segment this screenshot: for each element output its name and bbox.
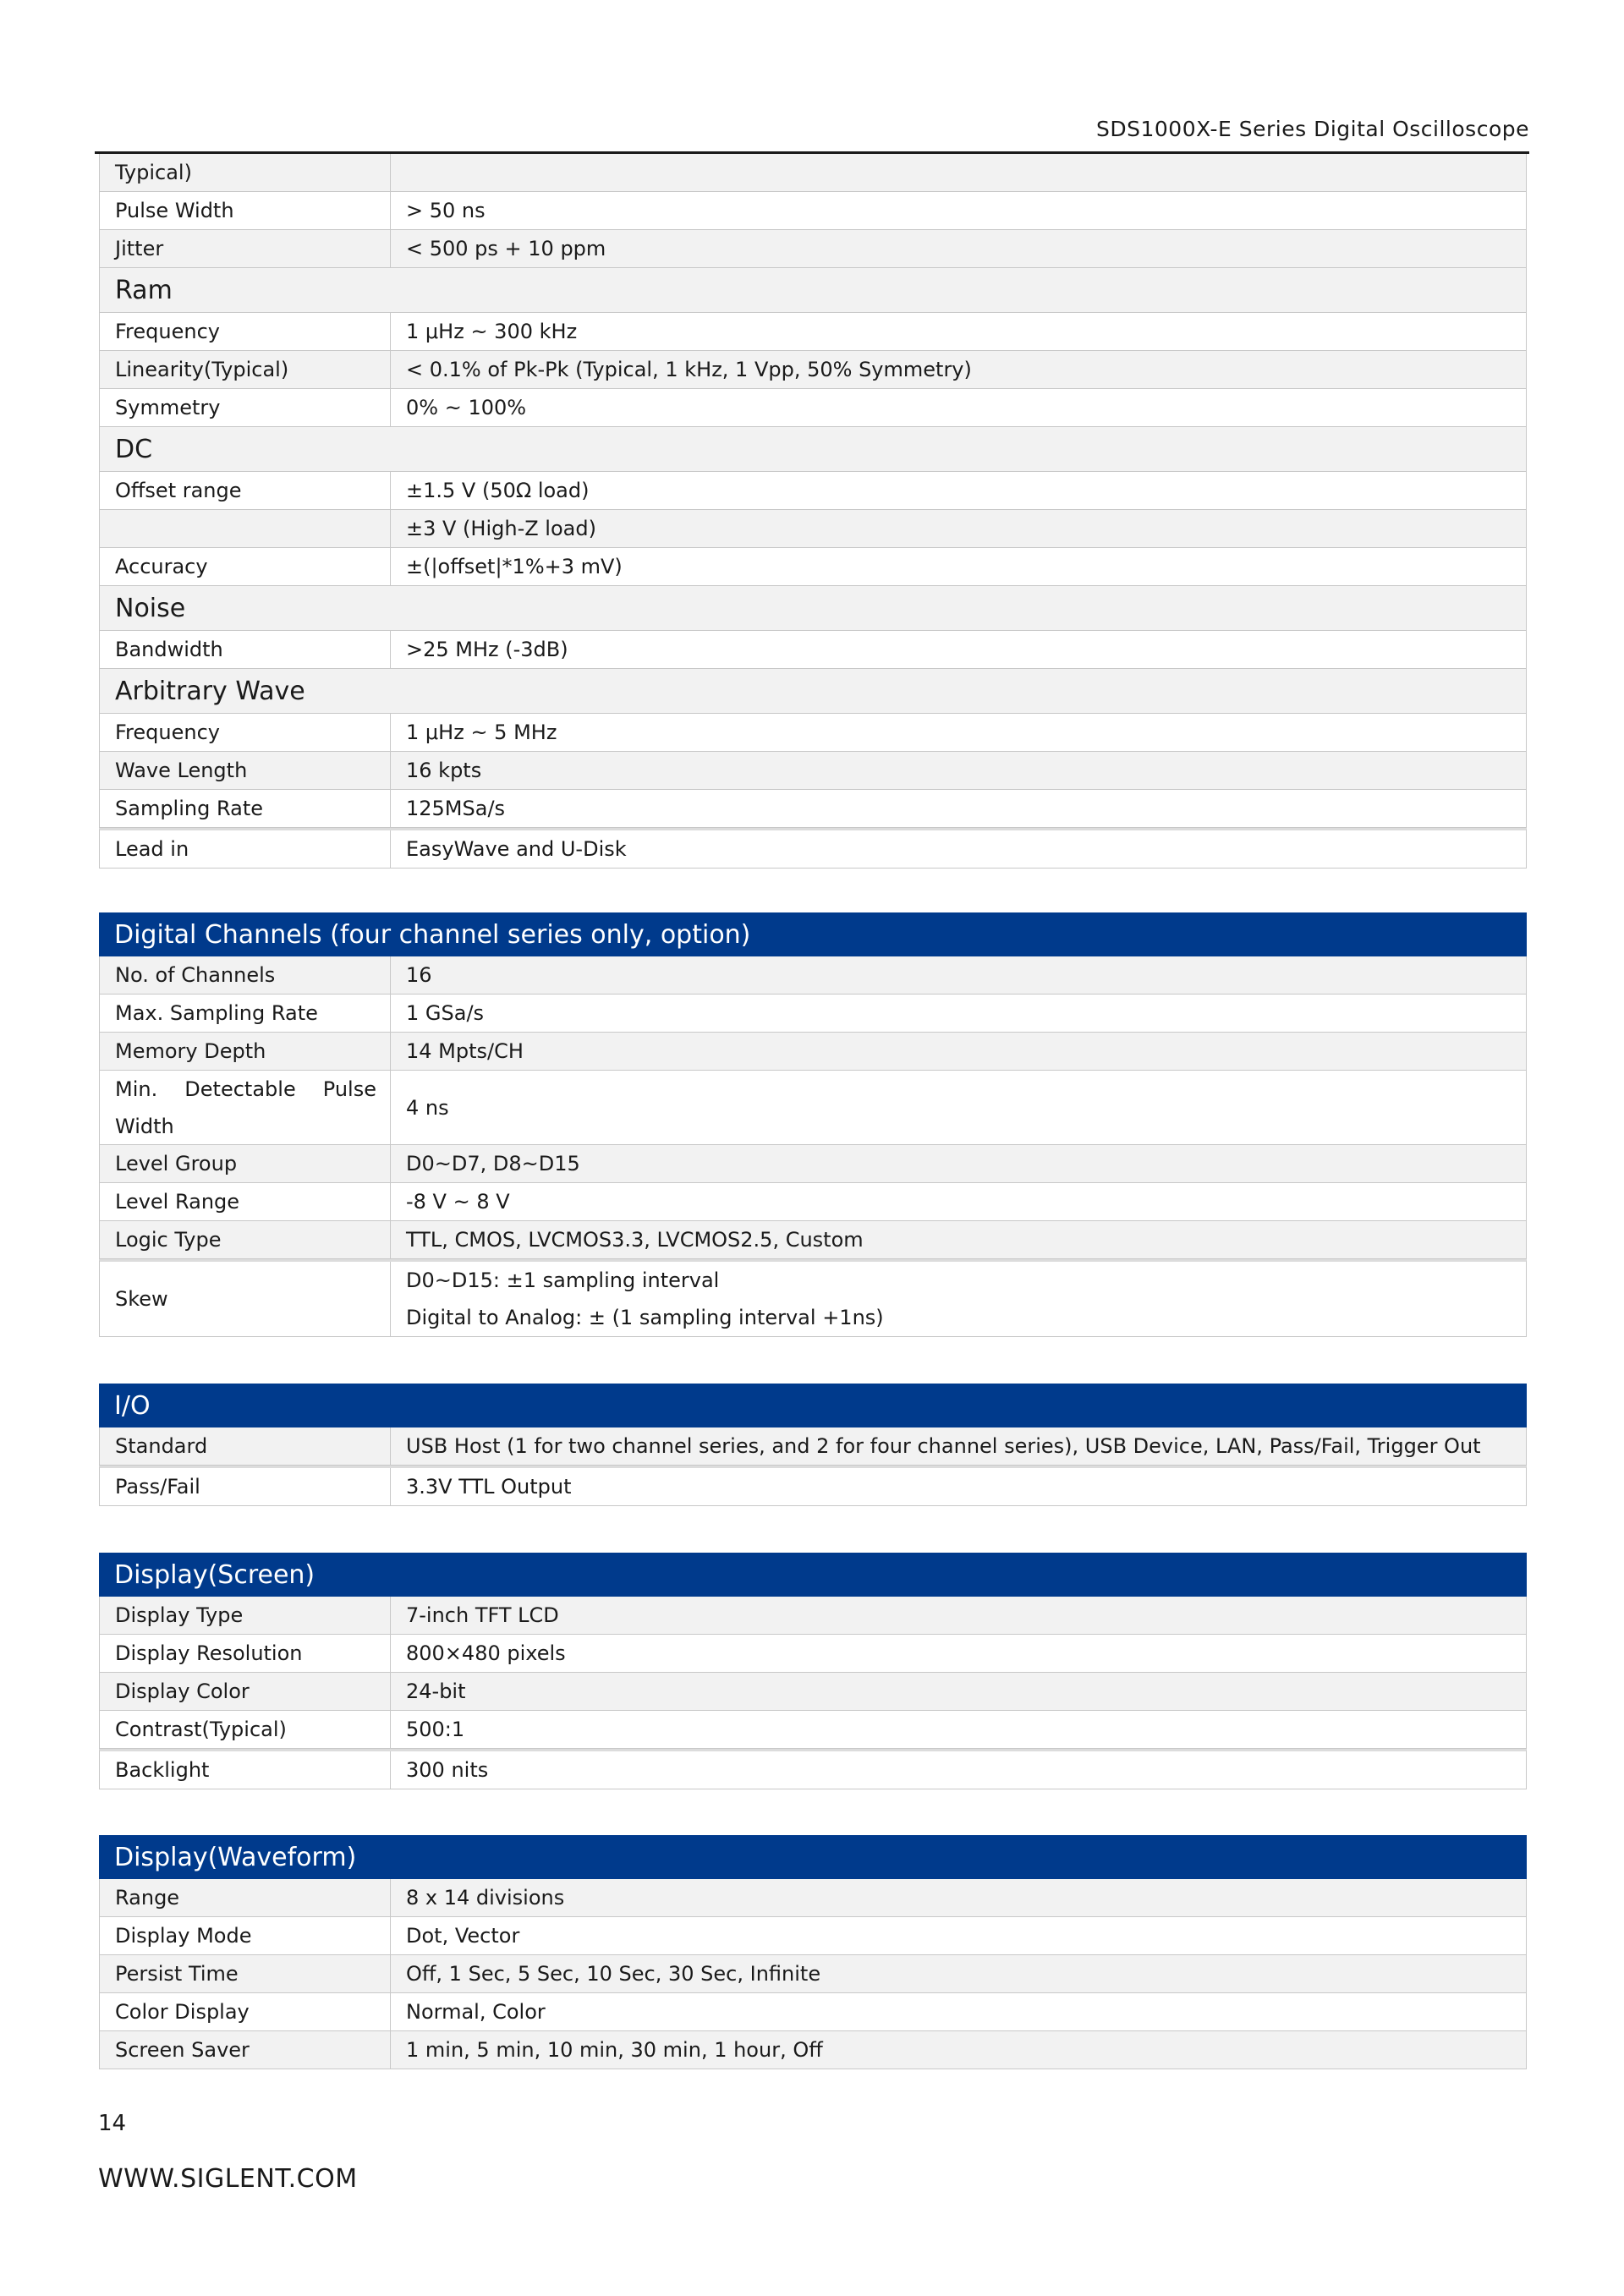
row-value: >25 MHz (-3dB) xyxy=(406,638,568,661)
row-value: 16 xyxy=(406,963,432,987)
row-label xyxy=(100,510,391,547)
row-value: EasyWave and U-Disk xyxy=(406,837,627,861)
row-value: > 50 ns xyxy=(406,199,486,222)
row-value xyxy=(391,1262,1526,1336)
section-title-digital-channels: Digital Channels (four channel series only, option) xyxy=(99,912,1527,956)
row-label: Screen Saver xyxy=(100,2031,391,2069)
row-value: 800×480 pixels xyxy=(406,1641,566,1665)
table-row xyxy=(99,472,1527,510)
row-label: Display Type xyxy=(100,1597,391,1634)
row-label-line: Width xyxy=(115,1114,174,1138)
row-label: Wave Length xyxy=(100,752,391,789)
row-label: Level Range xyxy=(100,1183,391,1220)
row-label: Frequency xyxy=(100,714,391,751)
row-label: No. of Channels xyxy=(100,956,391,994)
table-row xyxy=(99,1749,1527,1789)
row-label: Typical) xyxy=(100,154,391,191)
row-value: < 500 ps + 10 ppm xyxy=(406,237,606,260)
row-value: Dot, Vector xyxy=(406,1924,520,1948)
row-label: Backlight xyxy=(100,1751,391,1789)
table-row xyxy=(99,351,1527,389)
row-label: Skew xyxy=(100,1262,391,1336)
row-label: Logic Type xyxy=(100,1221,391,1258)
row-label: Bandwidth xyxy=(100,631,391,668)
row-label: Sampling Rate xyxy=(100,790,391,827)
row-value: 7-inch TFT LCD xyxy=(406,1603,559,1627)
section-heading-ramp: Ram xyxy=(99,268,1527,313)
row-value: ±3 V (High-Z load) xyxy=(406,517,596,540)
row-label: Display Color xyxy=(100,1673,391,1710)
row-value: Off, 1 Sec, 5 Sec, 10 Sec, 30 Sec, Infinite xyxy=(406,1962,821,1986)
spec-table-digital-channels xyxy=(99,912,1527,1337)
row-label: Range xyxy=(100,1879,391,1916)
row-label: Display Mode xyxy=(100,1917,391,1954)
row-label: Jitter xyxy=(100,230,391,267)
table-row xyxy=(99,1711,1527,1749)
row-value: TTL, CMOS, LVCMOS3.3, LVCMOS2.5, Custom xyxy=(406,1228,864,1252)
table-row xyxy=(99,313,1527,351)
row-label: Level Group xyxy=(100,1145,391,1182)
table-row xyxy=(99,230,1527,268)
row-value: D0~D7, D8~D15 xyxy=(406,1152,580,1175)
table-row xyxy=(99,154,1527,192)
row-label: Pulse Width xyxy=(100,192,391,229)
row-label: Accuracy xyxy=(100,548,391,585)
row-label-line: Min. Detectable Pulse xyxy=(115,1077,376,1101)
table-row xyxy=(99,192,1527,230)
row-value: < 0.1% of Pk-Pk (Typical, 1 kHz, 1 Vpp, 50% Symmetry) xyxy=(406,358,972,381)
row-label: Color Display xyxy=(100,1993,391,2030)
row-label: Max. Sampling Rate xyxy=(100,995,391,1032)
row-value: 24-bit xyxy=(406,1680,466,1703)
table-row xyxy=(99,1597,1527,1635)
table-row xyxy=(99,548,1527,586)
table-row xyxy=(99,1183,1527,1221)
table-row xyxy=(99,1879,1527,1917)
row-label: Display Resolution xyxy=(100,1635,391,1672)
table-row xyxy=(99,1955,1527,1993)
row-label: Symmetry xyxy=(100,389,391,426)
row-label: Linearity(Typical) xyxy=(100,351,391,388)
table-row xyxy=(99,956,1527,995)
row-value: 14 Mpts/CH xyxy=(406,1039,524,1063)
row-value: 300 nits xyxy=(406,1758,489,1782)
section-heading-noise: Noise xyxy=(99,586,1527,631)
section-heading-arbitrary: Arbitrary Wave xyxy=(99,669,1527,714)
table-row xyxy=(99,1993,1527,2031)
table-row xyxy=(99,1259,1527,1337)
row-value: 1 μHz ~ 300 kHz xyxy=(406,320,578,343)
row-value: ±1.5 V (50Ω load) xyxy=(406,479,590,502)
row-label: Standard xyxy=(100,1427,391,1465)
table-row xyxy=(99,1635,1527,1673)
section-title-io: I/O xyxy=(99,1384,1527,1427)
row-value: USB Host (1 for two channel series, and 2 for four channel series), USB Device, LAN, Pass/Fail, Trigger Out xyxy=(406,1434,1481,1458)
table-row xyxy=(99,1033,1527,1071)
row-label: Lead in xyxy=(100,830,391,868)
row-label: Offset range xyxy=(100,472,391,509)
spec-table-display-screen xyxy=(99,1553,1527,1789)
row-value: 1 GSa/s xyxy=(406,1001,485,1025)
table-row xyxy=(99,1071,1527,1145)
table-row xyxy=(99,714,1527,752)
section-title-display-screen: Display(Screen) xyxy=(99,1553,1527,1597)
table-row xyxy=(99,752,1527,790)
row-label: Persist Time xyxy=(100,1955,391,1992)
row-label: Pass/Fail xyxy=(100,1468,391,1505)
table-row xyxy=(99,1917,1527,1955)
row-value: 8 x 14 divisions xyxy=(406,1886,565,1910)
row-value: -8 V ~ 8 V xyxy=(406,1190,510,1214)
website-link[interactable]: WWW.SIGLENT.COM xyxy=(98,2164,358,2194)
row-value: Normal, Color xyxy=(406,2000,546,2024)
row-value: 4 ns xyxy=(406,1095,449,1120)
row-value: 1 μHz ~ 5 MHz xyxy=(406,721,557,744)
table-row xyxy=(99,389,1527,427)
row-value: ±(|offset|*1%+3 mV) xyxy=(406,555,623,578)
row-value: 1 min, 5 min, 10 min, 30 min, 1 hour, Off xyxy=(406,2038,823,2062)
row-value: 0% ~ 100% xyxy=(406,396,527,419)
table-row xyxy=(99,2031,1527,2069)
table-row xyxy=(99,1427,1527,1466)
row-label: Memory Depth xyxy=(100,1033,391,1070)
table-row xyxy=(99,1221,1527,1259)
table-row xyxy=(99,828,1527,869)
row-value: 3.3V TTL Output xyxy=(406,1475,572,1499)
row-value xyxy=(391,154,1526,191)
table-row xyxy=(99,790,1527,828)
document-title: SDS1000X-E Series Digital Oscilloscope xyxy=(1095,117,1529,141)
row-value: 16 kpts xyxy=(406,759,482,782)
row-value-line: Digital to Analog: ± (1 sampling interval +1ns) xyxy=(406,1306,884,1329)
page-number: 14 xyxy=(98,2111,127,2136)
section-heading-dc: DC xyxy=(99,427,1527,472)
spec-table-display-waveform xyxy=(99,1835,1527,2069)
spec-table-awg xyxy=(99,154,1527,869)
table-row xyxy=(99,1466,1527,1506)
row-label: Frequency xyxy=(100,313,391,350)
row-label xyxy=(100,1071,391,1144)
table-row xyxy=(99,1145,1527,1183)
table-row xyxy=(99,631,1527,669)
row-label: Contrast(Typical) xyxy=(100,1711,391,1748)
row-value: 125MSa/s xyxy=(406,797,506,820)
row-value: 500:1 xyxy=(406,1718,465,1741)
table-row xyxy=(99,510,1527,548)
spec-table-io xyxy=(99,1384,1527,1506)
row-value-line: D0~D15: ±1 sampling interval xyxy=(406,1269,720,1292)
section-title-display-waveform: Display(Waveform) xyxy=(99,1835,1527,1879)
table-row xyxy=(99,1673,1527,1711)
table-row xyxy=(99,995,1527,1033)
